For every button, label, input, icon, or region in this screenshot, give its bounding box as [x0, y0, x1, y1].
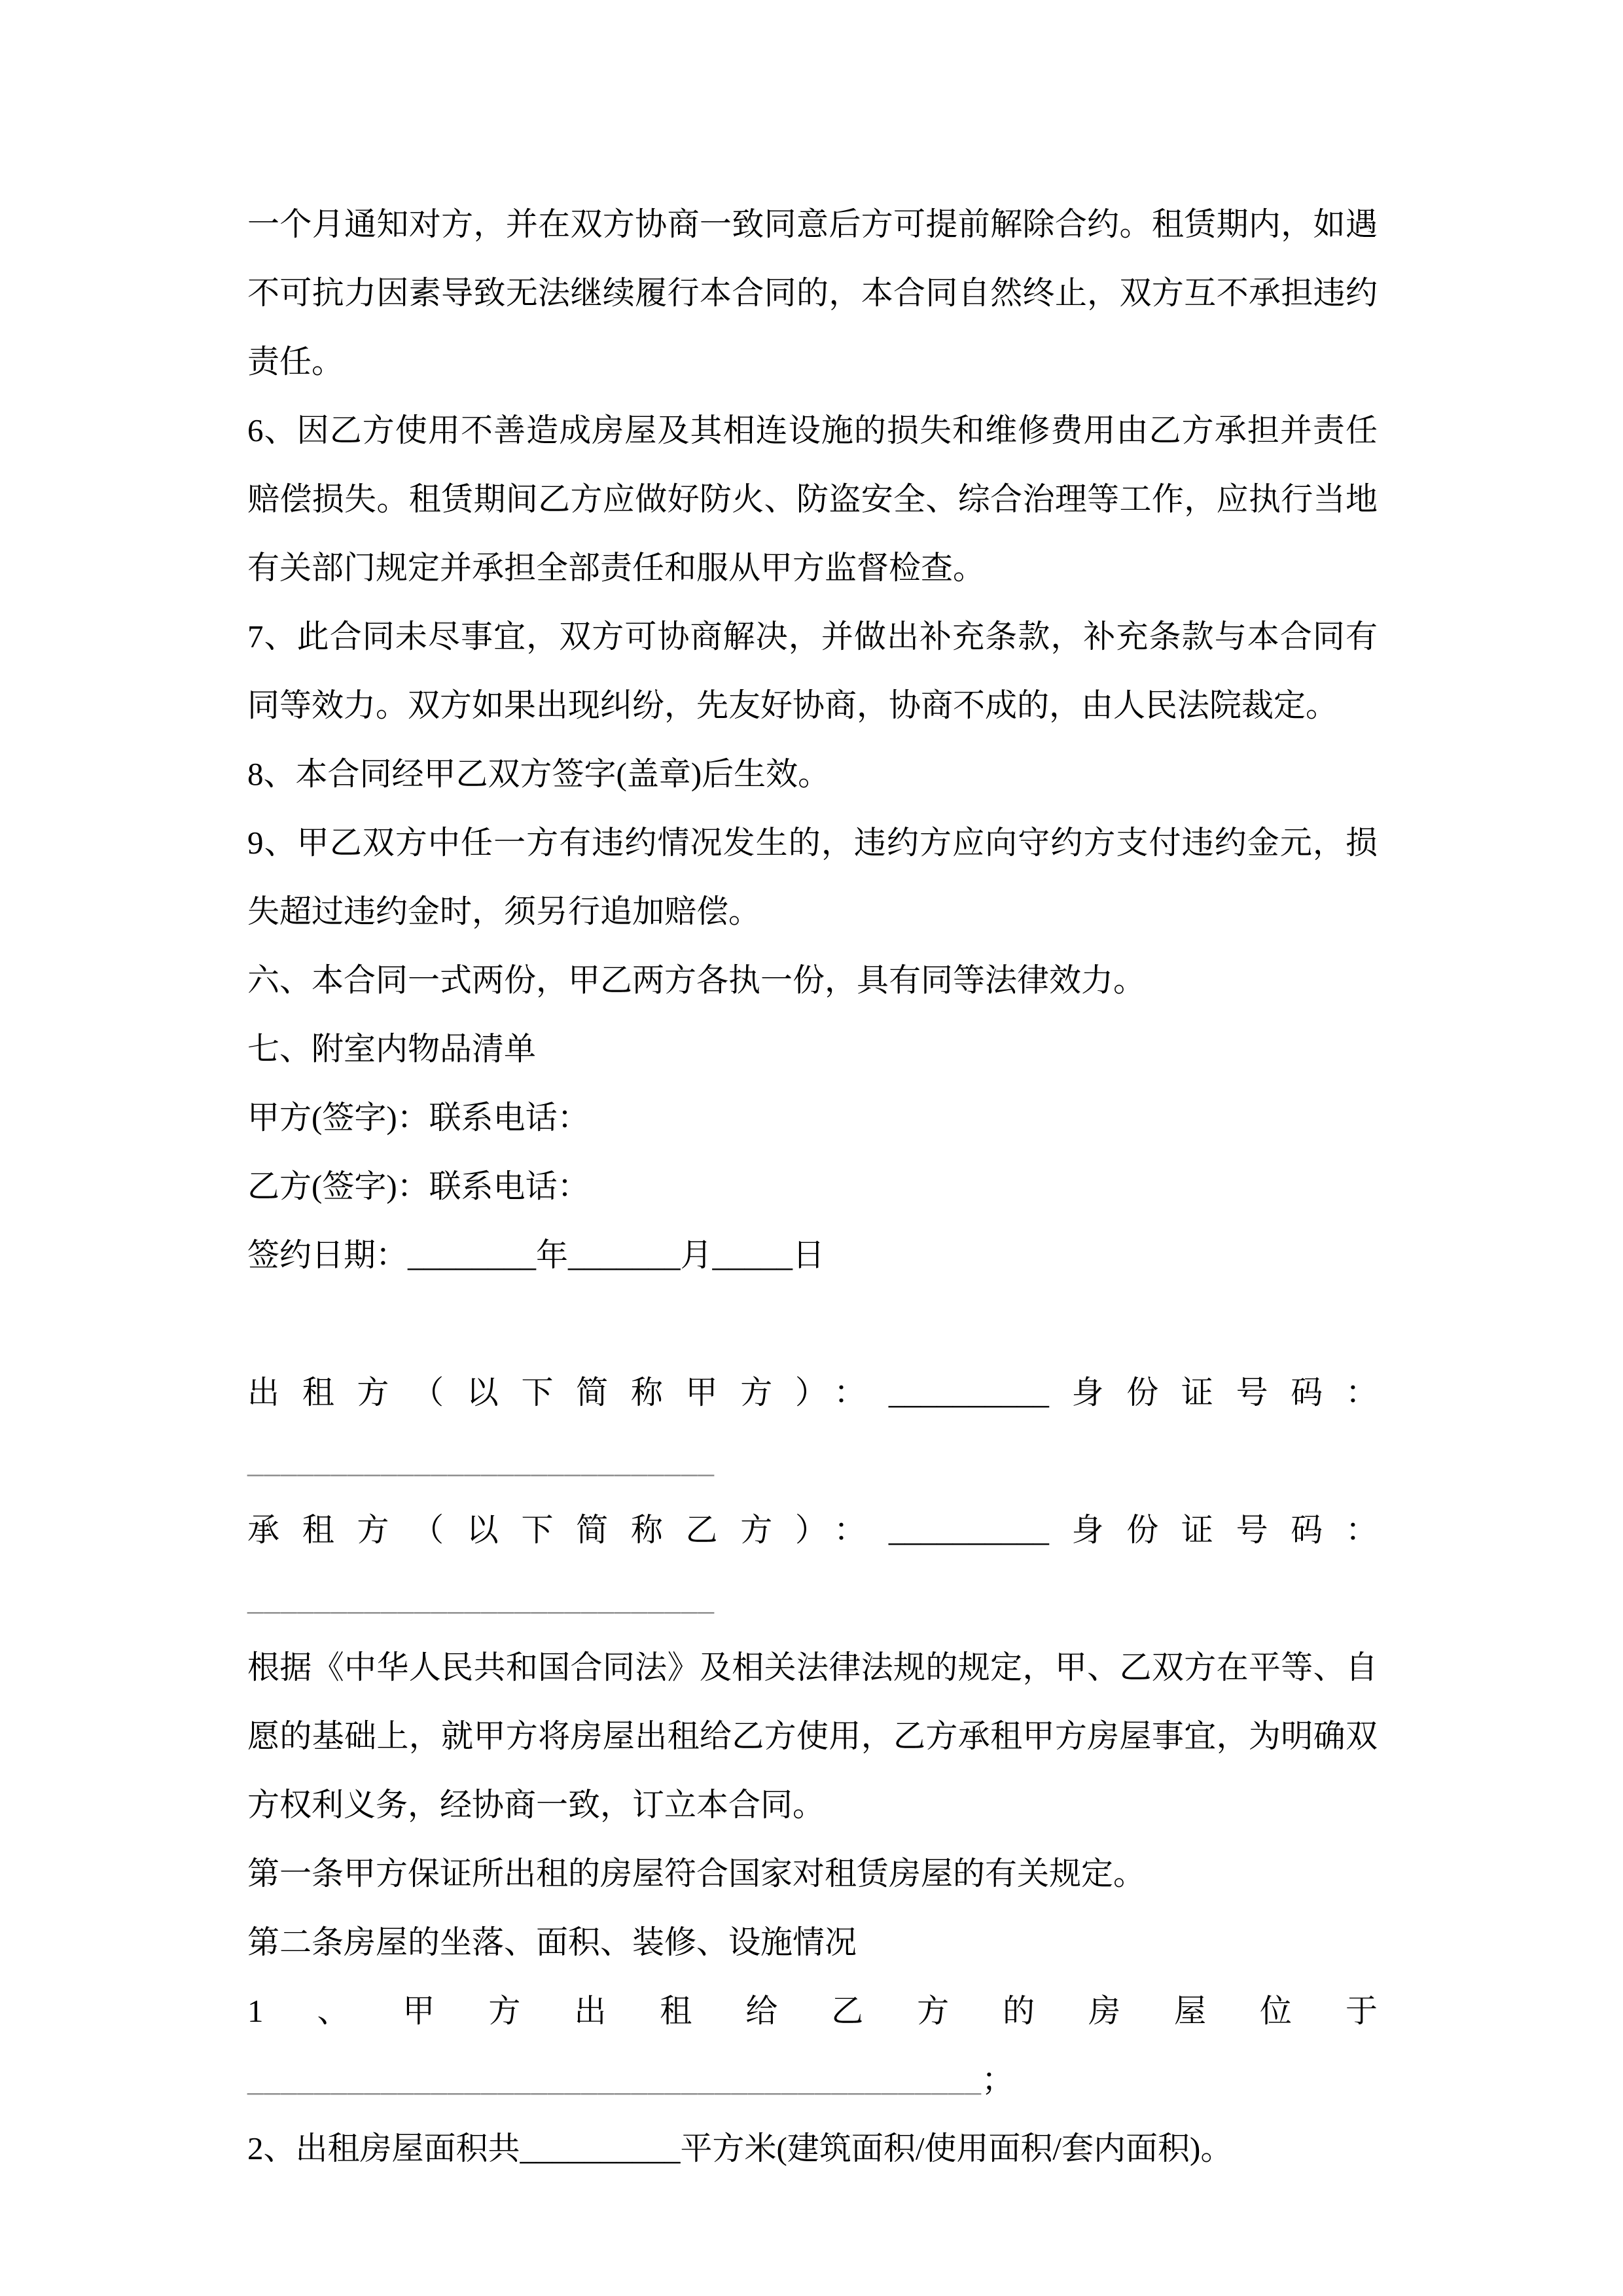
lessee-heading: 承租方（以下简称乙方）：__________身份证号码： — [247, 1512, 1378, 1548]
lessee-blank-line: ____________________________ — [247, 1581, 715, 1617]
article-2-item-2: 2、出租房屋面积共__________平方米(建筑面积/使用面积/套内面积)。 — [247, 2130, 1233, 2166]
clause-9: 9、甲乙双方中任一方有违约情况发生的，违约方应向守约方支付违约金元，损失超过违约金时，须另行追加赔偿。 — [247, 825, 1378, 929]
blank-line-spacer — [247, 1289, 1378, 1358]
clause-continuation: 一个月通知对方，并在双方协商一致同意后方可提前解除合约。租赁期内，如遇不可抗力因素导致无法继续履行本合同的，本合同自然终止，双方互不承担违约责任。 — [247, 206, 1378, 380]
article-2-heading: 第二条房屋的坐落、面积、装修、设施情况 — [247, 1924, 857, 1960]
preamble: 根据《中华人民共和国合同法》及相关法律法规的规定，甲、乙双方在平等、自愿的基础上，就甲方将房屋出租给乙方使用，乙方承租甲方房屋事宜，为明确双方权利义务，经协商一致，订立本合同。 — [247, 1649, 1378, 1823]
lessor-heading: 出租方（以下简称甲方）：__________身份证号码： — [247, 1374, 1378, 1410]
clause-6: 6、因乙方使用不善造成房屋及其相连设施的损失和维修费用由乙方承担并责任赔偿损失。租赁期间乙方应做好防火、防盗安全、综合治理等工作，应执行当地有关部门规定并承担全部责任和服从甲方监督检查。 — [247, 412, 1378, 586]
party-a-signature-line: 甲方(签字)：联系电话： — [247, 1100, 590, 1136]
article-1: 第一条甲方保证所出租的房屋符合国家对租赁房屋的有关规定。 — [247, 1856, 1146, 1892]
article-2-item-1-blank-line: ____________________________________________ — [247, 2062, 982, 2098]
lessor-blank-line: ____________________________ — [247, 1443, 715, 1479]
party-b-signature-line: 乙方(签字)：联系电话： — [247, 1168, 590, 1204]
article-2-item-1: 1、甲方出租给乙方的房屋位于 — [247, 1993, 1378, 2029]
signing-date-line: 签约日期：________年_______月_____日 — [247, 1237, 825, 1273]
clause-six-copies: 六、本合同一式两份，甲乙两方各执一份，具有同等法律效力。 — [247, 962, 1146, 998]
clause-7: 7、此合同未尽事宜，双方可协商解决，并做出补充条款，补充条款与本合同有同等效力。双方如果出现纠纷，先友好协商，协商不成的，由人民法院裁定。 — [247, 619, 1378, 723]
article-2-item-1-blank-suffix: ； — [982, 2062, 1015, 2098]
article-2-item-1-blank — [247, 2045, 1378, 2114]
clause-8: 8、本合同经甲乙双方签字(盖章)后生效。 — [247, 756, 830, 792]
clause-seven-inventory: 七、附室内物品清单 — [247, 1031, 537, 1067]
